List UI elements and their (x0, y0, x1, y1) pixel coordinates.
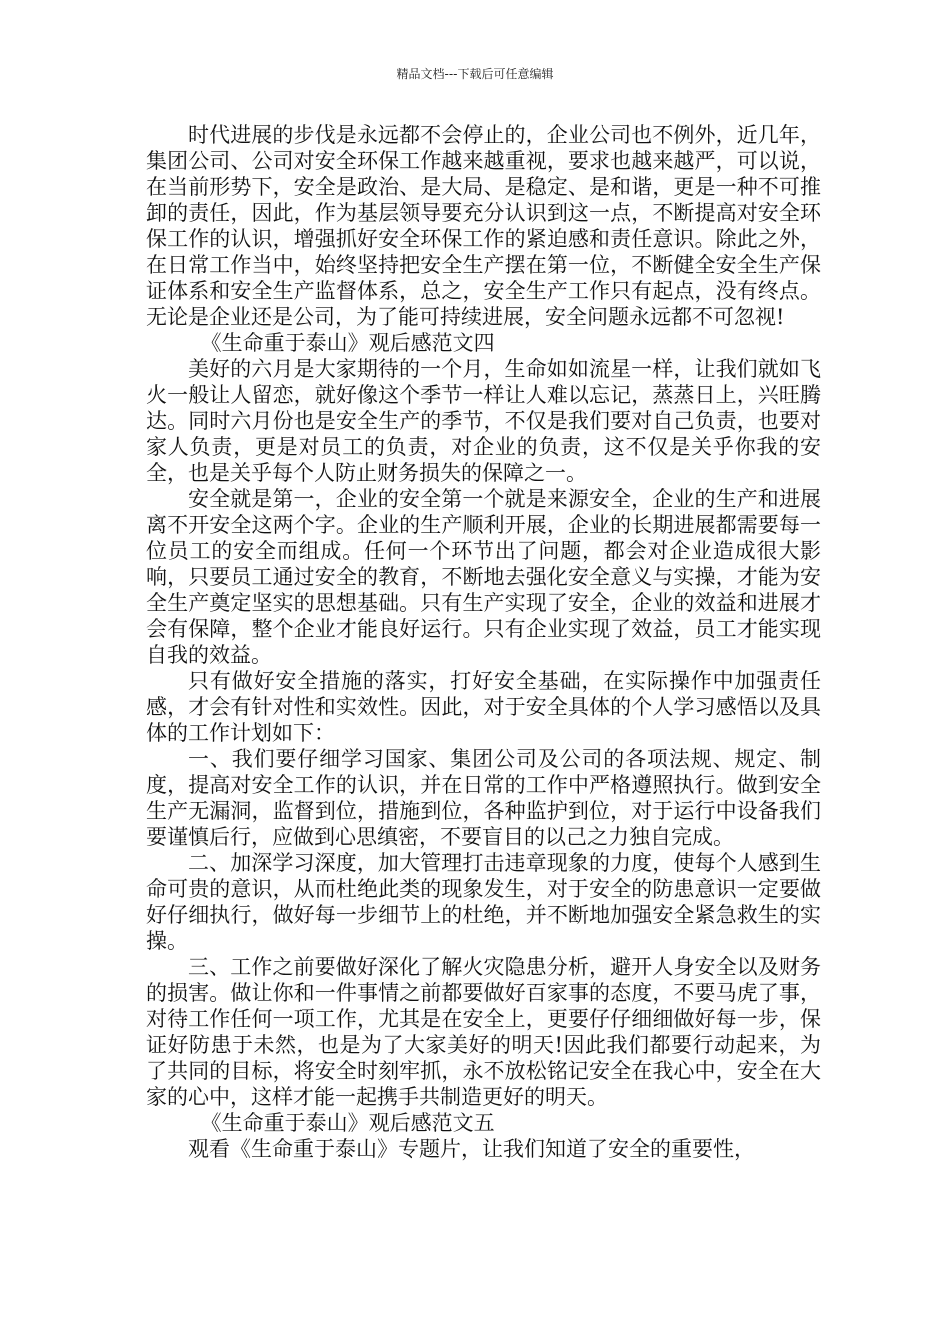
paragraph: 时代进展的步伐是永远都不会停止的，企业公司也不例外，近几年，集团公司、公司对安全环保工作越来越重视，要求也越来越严，可以说，在当前形势下，安全是政治、是大局、是稳定、是和谐，更是一种不可推卸的责任，因此，作为基层领导要充分认识到这一点，不断提高对安全环保工作的认识，增强抓好安全环保工作的紧迫感和责任意识。除此之外，在日常工作当中，始终坚持把安全生产摆在第一位，不断健全安全生产保证体系和安全生产监督体系，总之，安全生产工作只有起点，没有终点。无论是企业还是公司，为了能可持续进展，安全问题永远都不可忽视! (146, 123, 821, 329)
paragraph: 三、工作之前要做好深化了解火灾隐患分析，避开人身安全以及财务的损害。做让你和一件事情之前都要做好百家事的态度，不要马虎了事，对待工作任何一项工作，尤其是在安全上，更要仔仔细细做好每一步，保证好防患于未然，也是为了大家美好的明天!因此我们都要行动起来，为了共同的目标，将安全时刻牢抓，永不放松铭记安全在我心中，安全在大家的心中，这样才能一起携手共制造更好的明天。 (146, 955, 821, 1109)
page-header: 精品文档---下载后可任意编辑 (396, 67, 554, 81)
paragraph: 一、我们要仔细学习国家、集团公司及公司的各项法规、规定、制度，提高对安全工作的认识，并在日常的工作中严格遵照执行。做到安全生产无漏洞，监督到位，措施到位，各种监护到位，对于运行中设备我们要谨慎后行，应做到心思缜密，不要盲目的以己之力独自完成。 (146, 747, 821, 849)
section-heading: 《生命重于泰山》观后感范文四 (200, 331, 495, 355)
document-body (146, 122, 821, 1162)
paragraph: 二、加深学习深度，加大管理打击违章现象的力度，使每个人感到生命可贵的意识，从而杜绝此类的现象发生，对于安全的防患意识一定要做好仔细执行，做好每一步细节上的杜绝，并不断地加强安全紧急救生的实操。 (146, 851, 821, 953)
paragraph: 观看《生命重于泰山》专题片，让我们知道了安全的重要性， (188, 1137, 755, 1161)
paragraph: 安全就是第一，企业的安全第一个就是来源安全，企业的生产和进展离不开安全这两个字。企业的生产顺利开展，企业的长期进展都需要每一位员工的安全而组成。任何一个环节出了问题，都会对企业造成很大影响，只要员工通过安全的教育，不断地去强化安全意义与实操，才能为安全生产奠定坚实的思想基础。只有生产实现了安全，企业的效益和进展才会有保障，整个企业才能良好运行。只有企业实现了效益，员工才能实现自我的效益。 (146, 487, 821, 667)
paragraph: 只有做好安全措施的落实，打好安全基础，在实际操作中加强责任感，才会有针对性和实效性。因此，对于安全具体的个人学习感悟以及具体的工作计划如下： (146, 669, 821, 745)
section-heading: 《生命重于泰山》观后感范文五 (200, 1111, 495, 1135)
paragraph: 美好的六月是大家期待的一个月，生命如如流星一样，让我们就如飞火一般让人留恋，就好像这个季节一样让人难以忘记，蒸蒸日上，兴旺腾达。同时六月份也是安全生产的季节，不仅是我们要对自己负责，也要对家人负责，更是对员工的负责，对企业的负责，这不仅是关乎你我的安全，也是关乎每个人防止财务损失的保障之一。 (146, 357, 821, 485)
